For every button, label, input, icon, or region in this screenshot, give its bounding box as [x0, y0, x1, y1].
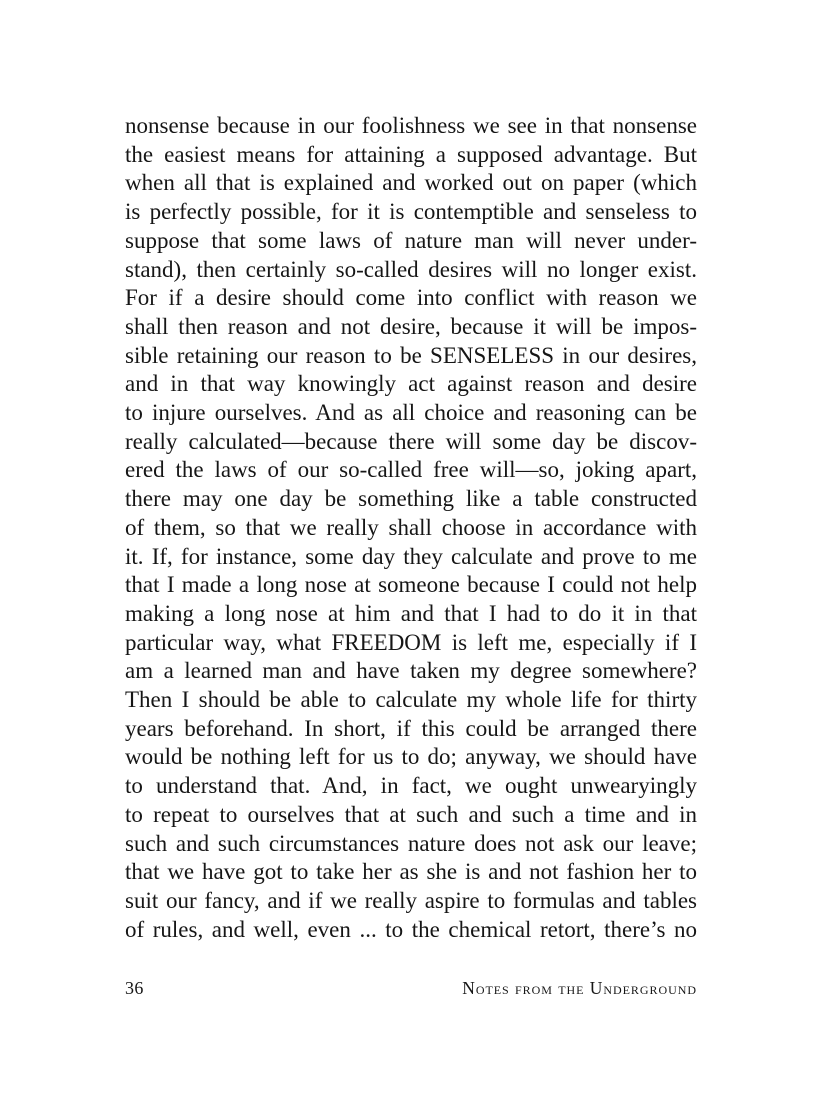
text-line: of rules, and well, even ... to the chemical retort, there’s no: [125, 916, 697, 942]
text-line: making a long nose at him and that I had to do it in that: [125, 600, 697, 626]
text-line: Then I should be able to calculate my whole life for thirty: [125, 687, 697, 713]
text-line: would be nothing left for us to do; anyway, we should have: [125, 744, 697, 770]
text-line: particular way, what FREEDOM is left me, especially if I: [125, 629, 697, 655]
text-line: when all that is explained and worked out on paper (which: [125, 170, 697, 196]
text-line: ered the laws of our so-called free will—so, joking apart,: [125, 457, 697, 483]
text-line: years beforehand. In short, if this could be arranged there: [125, 715, 697, 741]
text-line: that I made a long nose at someone because I could not help: [125, 572, 697, 598]
text-line: sible retaining our reason to be SENSELESS in our desires,: [125, 342, 697, 368]
text-line: stand), then certainly so-called desires will no longer exist.: [125, 256, 697, 282]
text-line: nonsense because in our foolishness we see in that nonsense: [125, 113, 697, 138]
text-line: suppose that some laws of nature man will never under-: [125, 227, 697, 253]
text-line: suit our fancy, and if we really aspire to formulas and tables: [125, 887, 697, 913]
body-text: [125, 112, 697, 944]
text-line: For if a desire should come into conflict with reason we: [125, 285, 697, 311]
text-line: to repeat to ourselves that at such and such a time and in: [125, 801, 697, 827]
text-line: is perfectly possible, for it is contemptible and senseless to: [125, 199, 697, 225]
text-line: such and such circumstances nature does not ask our leave;: [125, 830, 697, 856]
text-line: of them, so that we really shall choose in accordance with: [125, 514, 697, 540]
text-line: shall then reason and not desire, because it will be impos-: [125, 313, 697, 339]
running-title: Notes from the Underground: [462, 978, 697, 998]
text-line: am a learned man and have taken my degree somewhere?: [125, 658, 697, 684]
text-line: that we have got to take her as she is and not fashion her to: [125, 859, 697, 885]
text-line: to understand that. And, in fact, we ought unwearyingly: [125, 773, 697, 799]
text-line: and in that way knowingly act against reason and desire: [125, 371, 697, 397]
text-line: the easiest means for attaining a supposed advantage. But: [125, 141, 697, 167]
page-number: 36: [125, 978, 144, 998]
text-line: it. If, for instance, some day they calculate and prove to me: [125, 543, 697, 569]
text-line: there may one day be something like a table constructed: [125, 486, 697, 512]
text-line: to injure ourselves. And as all choice and reasoning can be: [125, 400, 697, 426]
page-footer: [125, 978, 697, 999]
text-line: really calculated—because there will some day be discov-: [125, 428, 697, 454]
